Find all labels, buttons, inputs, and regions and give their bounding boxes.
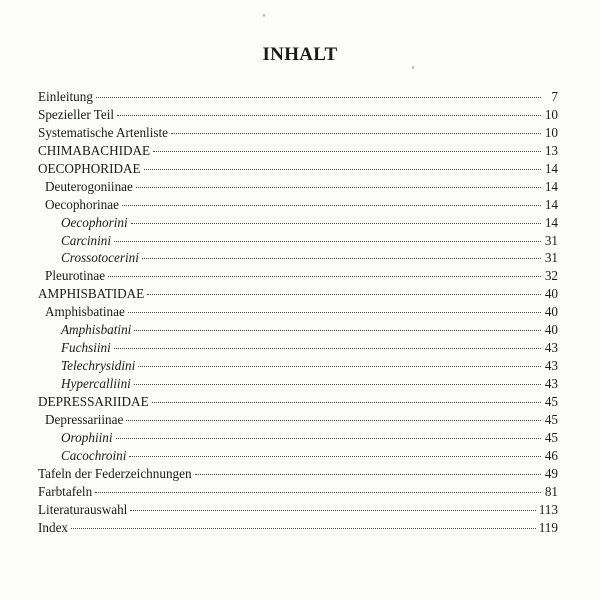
toc-entry	[38, 375, 558, 393]
toc-entry-label: Amphisbatinae	[45, 304, 125, 320]
toc-entry-page: 14	[544, 196, 558, 212]
toc-entry-page: 13	[544, 142, 558, 158]
dot-leader	[195, 474, 541, 475]
toc-entry-label: DEPRESSARIIDAE	[38, 393, 149, 409]
toc-entry	[38, 357, 558, 375]
toc-entry	[38, 303, 558, 321]
toc-entry-page: 10	[544, 106, 558, 122]
toc-entry-label: Deuterogoniinae	[45, 178, 133, 194]
toc-entry-label: Telechrysidini	[61, 358, 136, 374]
toc-entry	[38, 447, 558, 465]
toc-entry	[38, 285, 558, 303]
toc-entry-label: Literaturauswahl	[38, 501, 128, 517]
toc-entry	[38, 88, 558, 106]
toc-entry-page: 45	[544, 411, 558, 427]
toc-entry-label: Tafeln der Federzeichnungen	[38, 465, 192, 481]
toc-entry-label: Oecophorini	[61, 214, 128, 230]
toc-entry-label: OECOPHORIDAE	[38, 160, 141, 176]
toc-entry	[38, 429, 558, 447]
dot-leader	[114, 348, 541, 349]
paper-speck	[412, 66, 414, 69]
toc-entry-page: 10	[544, 124, 558, 140]
dot-leader	[152, 402, 541, 403]
toc-entry-page: 14	[544, 214, 558, 230]
toc-entry	[38, 249, 558, 267]
page-title: INHALT	[262, 44, 338, 65]
toc-entry	[38, 411, 558, 429]
dot-leader	[95, 492, 541, 493]
dot-leader	[130, 510, 535, 511]
dot-leader	[114, 241, 541, 242]
dot-leader	[96, 97, 541, 98]
toc-entry-label: Carcinini	[61, 232, 112, 248]
toc-entry-page: 40	[544, 304, 558, 320]
dot-leader	[108, 276, 541, 277]
dot-leader	[147, 294, 541, 295]
dot-leader	[126, 420, 541, 421]
toc-entry-label: Einleitung	[38, 89, 93, 104]
toc-entry-page: 14	[544, 178, 558, 194]
toc-entry-page: 45	[544, 393, 558, 409]
toc-entry-label: Spezieller Teil	[38, 106, 115, 122]
toc-entry-label: Index	[38, 519, 69, 535]
toc-entry	[38, 393, 558, 411]
toc-entry-page: 81	[544, 483, 558, 499]
paper-speck	[263, 14, 265, 17]
toc-entry	[38, 321, 558, 339]
toc-entry	[38, 483, 558, 501]
toc-entry-page: 49	[544, 465, 558, 481]
toc-entry-label: Orophiini	[61, 429, 113, 445]
toc-entry-label: Cacochroini	[61, 447, 127, 463]
dot-leader	[144, 169, 541, 170]
toc-entry-page: 113	[538, 501, 558, 517]
dot-leader	[129, 456, 541, 457]
toc-entry	[38, 106, 558, 124]
toc-entry-page: 14	[544, 160, 558, 176]
dot-leader	[142, 258, 541, 259]
dot-leader	[131, 223, 541, 224]
toc-entry-label: Hypercalliini	[61, 376, 131, 391]
dot-leader	[122, 205, 541, 206]
toc-entry-page: 40	[544, 286, 558, 302]
toc-entry	[38, 196, 558, 214]
toc-entry-page: 31	[544, 250, 558, 266]
toc-entry	[38, 519, 558, 537]
toc-entry-label: Fuchsiini	[61, 340, 111, 356]
dot-leader	[71, 528, 536, 529]
dot-leader	[116, 438, 541, 439]
toc-entry	[38, 339, 558, 357]
toc-entry	[38, 465, 558, 483]
toc-entry-page: 31	[544, 232, 558, 248]
dot-leader	[153, 151, 541, 152]
toc-entry-label: AMPHISBATIDAE	[38, 286, 145, 302]
toc-entry	[38, 124, 558, 142]
dot-leader	[134, 330, 541, 331]
toc-entry-page: 32	[544, 268, 558, 284]
toc-entry	[38, 142, 558, 160]
toc-entry	[38, 232, 558, 250]
toc-entry-page: 43	[544, 358, 558, 374]
toc-entry-page: 43	[544, 340, 558, 356]
toc-entry	[38, 178, 558, 196]
toc-entry-label: CHIMABACHIDAE	[38, 142, 151, 158]
toc-entry-label: Pleurotinae	[45, 268, 106, 284]
toc-entry-label: Depressariinae	[45, 411, 124, 427]
toc-entry-page: 7	[551, 89, 558, 104]
toc-entry	[38, 501, 558, 519]
toc-entry-label: Farbtafeln	[38, 483, 93, 499]
toc-entry-label: Oecophorinae	[45, 196, 119, 212]
toc-entry-page: 40	[544, 322, 558, 338]
toc-entry-page: 46	[544, 447, 558, 463]
dot-leader	[136, 187, 541, 188]
toc-entry	[38, 214, 558, 232]
dot-leader	[171, 133, 541, 134]
dot-leader	[128, 312, 541, 313]
toc-entry-label: Amphisbatini	[61, 322, 132, 338]
toc-entry-label: Systematische Artenliste	[38, 124, 169, 140]
toc-entry-page: 119	[538, 519, 558, 535]
toc-entry-page: 43	[544, 376, 558, 391]
toc-entry	[38, 267, 558, 285]
toc-entry-label: Crossotocerini	[61, 250, 139, 266]
toc-entry-page: 45	[544, 429, 558, 445]
dot-leader	[138, 366, 541, 367]
toc-entry	[38, 160, 558, 178]
table-of-contents	[38, 88, 558, 536]
dot-leader	[117, 115, 541, 116]
dot-leader	[134, 384, 541, 385]
